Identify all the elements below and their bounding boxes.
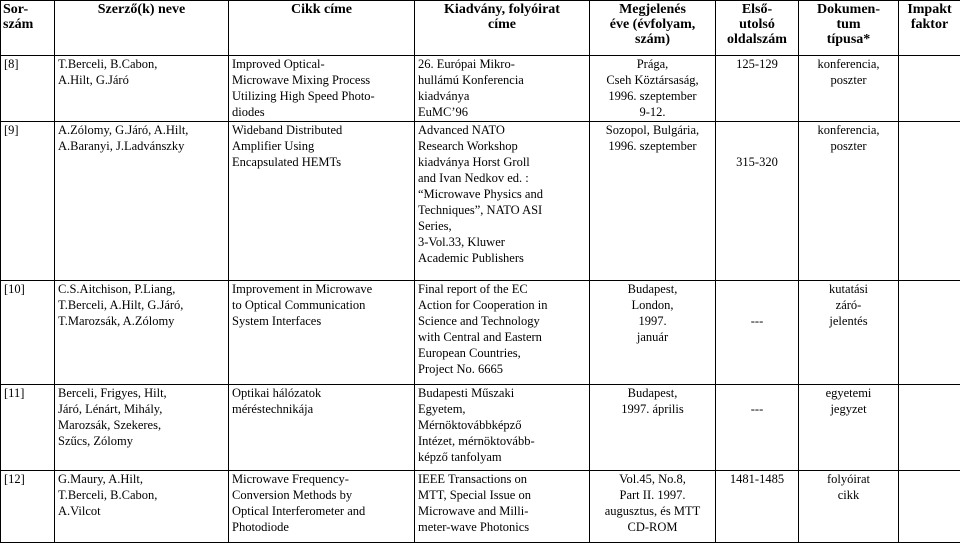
row-impact: [899, 385, 960, 471]
header-row: [1, 1, 960, 56]
row-title: Microwave Frequency- Conversion Methods by Optical Interferometer and Photodiode: [229, 471, 415, 543]
row-impact: [899, 122, 960, 281]
row-authors: Berceli, Frigyes, Hilt, Járó, Lénárt, Mihály, Marozsák, Szekeres, Szűcs, Zólomy: [55, 385, 229, 471]
header-date: Megjelenés éve (évfolyam, szám): [590, 1, 716, 56]
row-title: Improvement in Microwave to Optical Communication System Interfaces: [229, 281, 415, 385]
row-doctype: egyetemi jegyzet: [799, 385, 899, 471]
row-pages: [716, 385, 799, 471]
row-pages: [716, 281, 799, 385]
row-title: Optikai hálózatok méréstechnikája: [229, 385, 415, 471]
header-sorszam: Sor- szám: [1, 1, 55, 56]
header-title: Cikk címe: [229, 1, 415, 56]
header-authors: Szerző(k) neve: [55, 1, 229, 56]
row-publisher: IEEE Transactions on MTT, Special Issue on Microwave and Milli- meter-wave Photonics: [415, 471, 590, 543]
header-first-page: Első- utolsó oldalszám: [716, 1, 799, 56]
row-pages: 125-129: [716, 56, 799, 122]
header-doc-type: Dokumen- tum típusa*: [799, 1, 899, 56]
row-number: [8]: [1, 56, 55, 122]
row-publisher: Final report of the EC Action for Cooperation in Science and Technology with Central and Eastern European Countries, Project No. 6665: [415, 281, 590, 385]
row-number: [10]: [1, 281, 55, 385]
row-authors: A.Zólomy, G.Járó, A.Hilt, A.Baranyi, J.Ladvánszky: [55, 122, 229, 281]
row-doctype: konferencia, poszter: [799, 122, 899, 281]
row-authors: T.Berceli, B.Cabon, A.Hilt, G.Járó: [55, 56, 229, 122]
row-number: [11]: [1, 385, 55, 471]
row-number: [9]: [1, 122, 55, 281]
row-pages-value: ---: [750, 402, 764, 416]
table-row: [1, 471, 960, 543]
table-row: [1, 385, 960, 471]
row-doctype: folyóirat cikk: [799, 471, 899, 543]
header-publisher: Kiadvány, folyóirat címe: [415, 1, 590, 56]
header-impact: Impakt faktor: [899, 1, 960, 56]
table-row: [1, 122, 960, 281]
row-impact: [899, 281, 960, 385]
row-title: Improved Optical- Microwave Mixing Process Utilizing High Speed Photo- diodes: [229, 56, 415, 122]
table-row: [1, 56, 960, 122]
row-date: Vol.45, No.8, Part II. 1997. augusztus, és MTT CD-ROM: [590, 471, 716, 543]
table-row: [1, 281, 960, 385]
row-doctype: kutatási záró- jelentés: [799, 281, 899, 385]
row-publisher: Advanced NATO Research Workshop kiadványa Horst Groll and Ivan Nedkov ed. : “Microwave Physics and Techniques”, NATO ASI Series, 3-Vol.33, Kluwer Academic Publishers: [415, 122, 590, 281]
row-impact: [899, 471, 960, 543]
row-pages: 1481-1485: [716, 471, 799, 543]
row-publisher: Budapesti Műszaki Egyetem, Mérnöktovábbképző Intézet, mérnöktovább- képző tanfolyam: [415, 385, 590, 471]
row-date: Sozopol, Bulgária, 1996. szeptember: [590, 122, 716, 281]
row-title: Wideband Distributed Amplifier Using Encapsulated HEMTs: [229, 122, 415, 281]
row-pages-value: ---: [750, 314, 764, 328]
row-publisher: 26. Európai Mikro- hullámú Konferencia kiadványa EuMC’96: [415, 56, 590, 122]
row-doctype: konferencia, poszter: [799, 56, 899, 122]
row-date: Prága, Cseh Köztársaság, 1996. szeptember 9-12.: [590, 56, 716, 122]
row-date: Budapest, 1997. április: [590, 385, 716, 471]
row-number: [12]: [1, 471, 55, 543]
row-impact: [899, 56, 960, 122]
row-authors: C.S.Aitchison, P.Liang, T.Berceli, A.Hilt, G.Járó, T.Marozsák, A.Zólomy: [55, 281, 229, 385]
row-pages-value: 315-320: [736, 155, 778, 169]
row-date: Budapest, London, 1997. január: [590, 281, 716, 385]
row-authors: G.Maury, A.Hilt, T.Berceli, B.Cabon, A.Vilcot: [55, 471, 229, 543]
row-pages: [716, 122, 799, 281]
